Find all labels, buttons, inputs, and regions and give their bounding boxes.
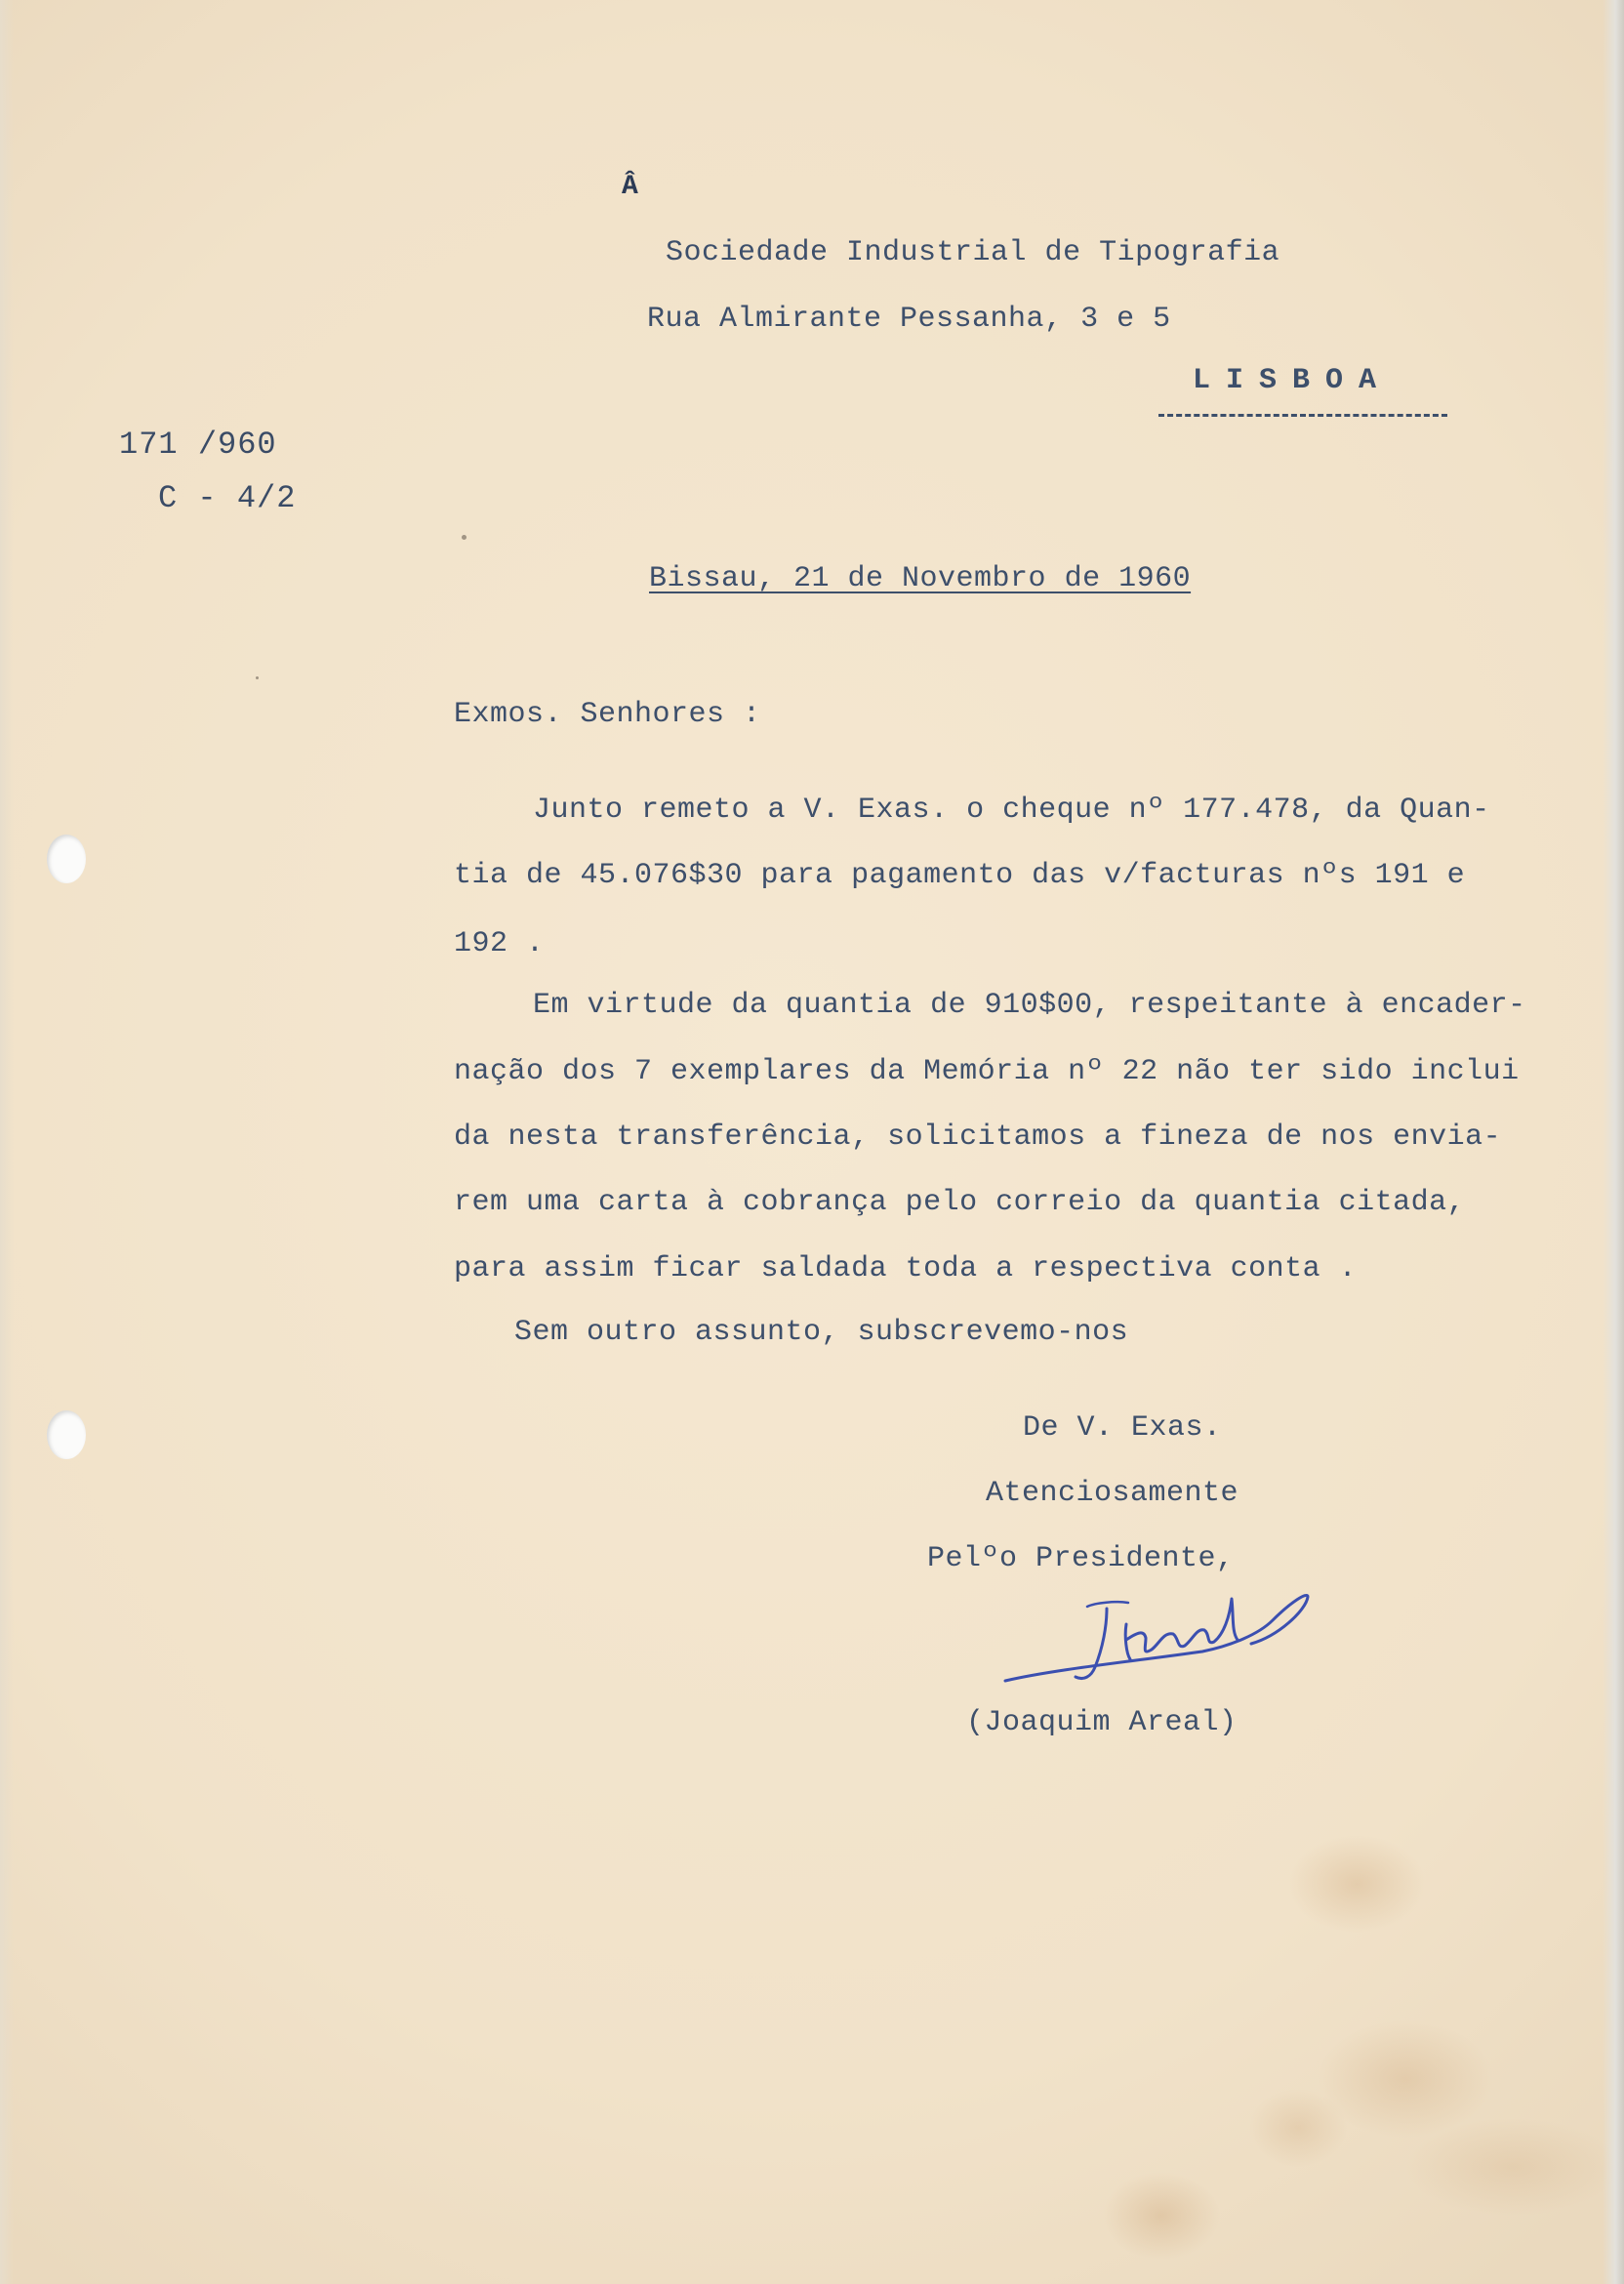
closing-line-2: Atenciosamente xyxy=(986,1477,1239,1510)
body-line: rem uma carta à cobrança pelo correio da quantia citada, xyxy=(454,1186,1466,1219)
paper-speck xyxy=(256,676,259,679)
body-line: Sem outro assunto, subscrevemo-nos xyxy=(514,1316,1129,1349)
city-underline xyxy=(1158,414,1447,417)
closing-line-3: Pelºo Presidente, xyxy=(927,1542,1235,1575)
recipient-company: Sociedade Industrial de Tipografia xyxy=(666,236,1280,269)
body-line: da nesta transferência, solicitamos a fineza de nos envia- xyxy=(454,1121,1502,1154)
body-line: para assim ficar saldada toda a respectiva conta . xyxy=(454,1252,1358,1285)
paper-left-edge xyxy=(0,0,14,2284)
accent-mark: Â xyxy=(622,172,638,202)
recipient-address: Rua Almirante Pessanha, 3 e 5 xyxy=(647,303,1171,336)
reference-code: C - 4/2 xyxy=(158,480,297,516)
closing-line-1: De V. Exas. xyxy=(1023,1411,1222,1445)
body-line: Junto remeto a V. Exas. o cheque nº 177.478, da Quan- xyxy=(533,794,1490,827)
signature-icon xyxy=(997,1571,1329,1708)
body-line: tia de 45.076$30 para pagamento das v/facturas nºs 191 e xyxy=(454,859,1466,892)
paper-speck xyxy=(462,535,467,540)
salutation: Exmos. Senhores : xyxy=(454,698,761,731)
reference-number: 171 /960 xyxy=(119,427,277,463)
body-line: Em virtude da quantia de 910$00, respeitante à encader- xyxy=(533,989,1526,1022)
recipient-city: LISBOA xyxy=(1193,364,1393,397)
punch-hole-bottom xyxy=(47,1410,86,1459)
paper-right-edge xyxy=(1603,0,1624,2284)
body-line: 192 . xyxy=(454,927,545,960)
date-line: Bissau, 21 de Novembro de 1960 xyxy=(649,562,1192,595)
signatory-name: (Joaquim Areal) xyxy=(966,1706,1238,1739)
body-line: nação dos 7 exemplares da Memória nº 22 não ter sido inclui xyxy=(454,1055,1520,1088)
punch-hole-top xyxy=(47,835,86,883)
